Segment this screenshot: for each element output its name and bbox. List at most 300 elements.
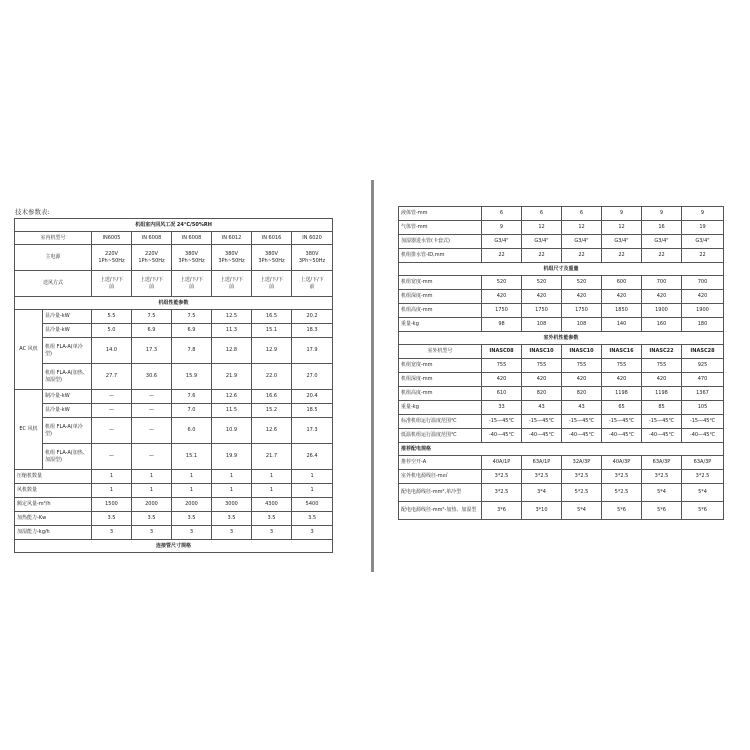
table-cell: 27.7 xyxy=(92,364,132,390)
row-label: 送风方式 xyxy=(15,271,92,297)
table-cell: 5.0 xyxy=(92,324,132,338)
table-cell: 820 xyxy=(522,387,562,401)
table-row xyxy=(15,297,333,310)
table-cell: 17.3 xyxy=(132,338,172,364)
cell-line: 380V xyxy=(265,251,278,257)
table-row xyxy=(15,364,333,390)
table-cell: 3*4 xyxy=(522,484,562,502)
row-label: 重量-kg xyxy=(399,401,482,415)
table-cell: 22 xyxy=(482,249,522,263)
row-label: 显冷量-kW xyxy=(43,310,92,324)
table-cell: 16 xyxy=(642,221,682,235)
spec-table-left xyxy=(14,218,333,553)
table-cell: 1 xyxy=(252,470,292,484)
table-cell: 10.9 xyxy=(212,418,252,444)
table-cell: G3/4" xyxy=(642,235,682,249)
table-cell: 6 xyxy=(522,207,562,221)
table-cell: 7.6 xyxy=(172,390,212,404)
section-title: 推荐配电规格 xyxy=(399,443,724,456)
table-cell: 22 xyxy=(602,249,642,263)
table-cell: 6 xyxy=(562,207,602,221)
table-cell: 98 xyxy=(482,318,522,332)
cell-line: 前 xyxy=(148,283,154,290)
table-cell: 1 xyxy=(132,470,172,484)
table-cell: 520 xyxy=(482,276,522,290)
section-title: 机组性能参数 xyxy=(15,297,333,310)
table-cell: 820 xyxy=(562,387,602,401)
table-row xyxy=(15,245,333,271)
table-cell: 7.8 xyxy=(172,338,212,364)
table-cell: 420 xyxy=(642,290,682,304)
table-cell: -15—45℃ xyxy=(482,415,522,429)
model-cell: IN 6008 xyxy=(132,232,172,245)
table-cell: 43 xyxy=(562,401,602,415)
section-title: 室外机性能参数 xyxy=(399,332,724,345)
caption: 技术参数表: xyxy=(15,208,50,216)
table-cell: 3*2.5 xyxy=(602,470,642,484)
table-row xyxy=(399,470,724,484)
table-cell: 1750 xyxy=(522,304,562,318)
table-cell: 2000 xyxy=(172,498,212,512)
table-row xyxy=(399,373,724,387)
table-cell: 3*6 xyxy=(482,502,522,520)
table-cell: 1 xyxy=(172,470,212,484)
table-row xyxy=(399,502,724,520)
table-row xyxy=(399,276,724,290)
table-cell: 2000 xyxy=(132,498,172,512)
row-label: 加湿能力-kg/h xyxy=(15,526,92,540)
table-row xyxy=(399,345,724,359)
row-label: 加湿器进水管(卡套式) xyxy=(399,235,482,249)
table-cell: 520 xyxy=(562,276,602,290)
table-cell: 420 xyxy=(642,373,682,387)
table-cell: 15.2 xyxy=(252,404,292,418)
table-cell: 3 xyxy=(132,526,172,540)
table-cell: 1367 xyxy=(682,387,724,401)
table-cell: 755 xyxy=(562,359,602,373)
row-label: 室外机电源线径-m㎡ xyxy=(399,470,482,484)
table-cell: 21.7 xyxy=(252,444,292,470)
table-cell: 32A/3P xyxy=(562,456,602,470)
table-cell: G3/4" xyxy=(602,235,642,249)
table-cell: — xyxy=(132,404,172,418)
table-cell: 420 xyxy=(522,373,562,387)
row-label: 重量-kg xyxy=(399,318,482,332)
cell-line: 1Ph~50Hz xyxy=(138,257,165,264)
table-cell: 7.5 xyxy=(172,310,212,324)
table-cell: 6.9 xyxy=(172,324,212,338)
table-row xyxy=(399,443,724,456)
table-row xyxy=(15,338,333,364)
table-cell: -15—45℃ xyxy=(642,415,682,429)
table-row xyxy=(399,415,724,429)
table-cell: — xyxy=(92,390,132,404)
table-cell: 22 xyxy=(562,249,602,263)
table-cell: -15—45℃ xyxy=(602,415,642,429)
table-cell: 12.9 xyxy=(252,338,292,364)
group-label: EC 风机 xyxy=(15,390,43,470)
table-cell: 108 xyxy=(522,318,562,332)
table-cell: — xyxy=(132,444,172,470)
row-label: 显冷量-kW xyxy=(43,324,92,338)
table-cell: G3/4" xyxy=(482,235,522,249)
cell-line: 1Ph~50Hz xyxy=(98,257,125,264)
table-cell: -40—45℃ xyxy=(682,429,724,443)
table-row xyxy=(15,444,333,470)
table-cell: 26.4 xyxy=(292,444,333,470)
table-cell: 22.0 xyxy=(252,364,292,390)
table-cell: -40—45℃ xyxy=(602,429,642,443)
model-cell: IN 6008 xyxy=(172,232,212,245)
table-cell: 1198 xyxy=(602,387,642,401)
table-cell: 700 xyxy=(642,276,682,290)
table-cell: 180 xyxy=(682,318,724,332)
table-cell: 140 xyxy=(602,318,642,332)
cell-line: 前 xyxy=(108,283,114,290)
row-label: 液体管-mm xyxy=(399,207,482,221)
table-cell: G3/4" xyxy=(562,235,602,249)
row-label: 室外机型号 xyxy=(399,345,482,359)
table-row xyxy=(399,429,724,443)
table-cell: 5*4 xyxy=(562,502,602,520)
row-label: 推荐空开-A xyxy=(399,456,482,470)
table-cell: 3.5 xyxy=(252,512,292,526)
table-row xyxy=(399,207,724,221)
table-cell: 470 xyxy=(682,373,724,387)
table-cell: 6.9 xyxy=(132,324,172,338)
cell-line: 3Ph~50Hz xyxy=(218,257,245,264)
condition-title: 机组室内回风工况 24°C/50%RH xyxy=(15,219,333,232)
table-cell: 3*2.5 xyxy=(482,484,522,502)
table-cell: 22 xyxy=(522,249,562,263)
table-cell: 63A/3P xyxy=(682,456,724,470)
table-cell: 9 xyxy=(602,207,642,221)
table-cell: 21.9 xyxy=(212,364,252,390)
table-cell: 755 xyxy=(602,359,642,373)
table-cell: 30.6 xyxy=(132,364,172,390)
table-cell: 15.1 xyxy=(252,324,292,338)
table-cell xyxy=(132,271,172,297)
table-cell: 20.4 xyxy=(292,390,333,404)
table-cell: 105 xyxy=(682,401,724,415)
table-cell: 3.5 xyxy=(92,512,132,526)
cell-line: 3Ph~50Hz xyxy=(298,257,326,264)
table-cell: 420 xyxy=(482,290,522,304)
table-cell: 1 xyxy=(92,470,132,484)
table-cell xyxy=(212,245,252,271)
table-cell: 7.5 xyxy=(132,310,172,324)
table-row xyxy=(399,359,724,373)
table-cell: 5*2.5 xyxy=(602,484,642,502)
section-title: 机组尺寸及重量 xyxy=(399,263,724,276)
table-cell: 600 xyxy=(602,276,642,290)
table-cell xyxy=(292,271,333,297)
table-cell: 19.9 xyxy=(212,444,252,470)
cell-line: 上送/下/下 xyxy=(300,277,324,283)
table-cell: 1750 xyxy=(562,304,602,318)
table-cell: 420 xyxy=(682,290,724,304)
row-label: 制冷量-kW xyxy=(43,390,92,404)
table-cell: 755 xyxy=(482,359,522,373)
table-cell: 65 xyxy=(602,401,642,415)
table-cell xyxy=(92,271,132,297)
table-cell: 5.5 xyxy=(92,310,132,324)
row-label: 机组 FLA-A(加热、加湿型) xyxy=(43,444,92,470)
table-cell: 3.5 xyxy=(212,512,252,526)
row-label: 机组 FLA-A(单冷型) xyxy=(43,338,92,364)
table-cell xyxy=(252,271,292,297)
table-cell: 18.3 xyxy=(292,324,333,338)
table-row xyxy=(15,271,333,297)
cell-line: 220V xyxy=(145,251,158,257)
table-row xyxy=(399,290,724,304)
table-cell: 9 xyxy=(482,221,522,235)
cell-line: 380V xyxy=(185,251,198,257)
table-cell xyxy=(172,245,212,271)
table-cell: 6 xyxy=(482,207,522,221)
table-cell: 3.5 xyxy=(132,512,172,526)
cell-line: 上送/下/下 xyxy=(139,277,164,283)
table-cell: 420 xyxy=(482,373,522,387)
table-cell: 12.8 xyxy=(212,338,252,364)
cell-line: 上送/下/下 xyxy=(219,277,244,283)
table-cell: 6.0 xyxy=(172,418,212,444)
group-label: AC 风机 xyxy=(15,310,43,390)
table-cell xyxy=(292,245,333,271)
table-row xyxy=(399,318,724,332)
model-cell: IN 6016 xyxy=(252,232,292,245)
table-cell: 420 xyxy=(562,290,602,304)
table-cell: — xyxy=(92,418,132,444)
table-row xyxy=(15,310,333,324)
row-label: 额定风量-m³/h xyxy=(15,498,92,512)
table-cell: -40—45℃ xyxy=(522,429,562,443)
cell-line: 上送/下/下 xyxy=(99,277,124,283)
table-cell: 40A/3P xyxy=(602,456,642,470)
table-cell: 3 xyxy=(92,526,132,540)
table-cell: 5*4 xyxy=(682,484,724,502)
table-cell: 925 xyxy=(682,359,724,373)
table-row xyxy=(399,249,724,263)
table-row xyxy=(15,219,333,232)
table-cell: — xyxy=(92,444,132,470)
table-cell: 1750 xyxy=(482,304,522,318)
table-cell: 1 xyxy=(92,484,132,498)
table-cell: 20.2 xyxy=(292,310,333,324)
table-cell: 3.5 xyxy=(172,512,212,526)
table-cell: -40—45℃ xyxy=(642,429,682,443)
table-cell: 755 xyxy=(642,359,682,373)
model-cell: IN 6020 xyxy=(292,232,333,245)
table-cell: 3*2.5 xyxy=(562,470,602,484)
table-cell: 420 xyxy=(602,373,642,387)
row-label: 压缩机数量 xyxy=(15,470,92,484)
table-cell: 5*6 xyxy=(602,502,642,520)
table-cell: 1 xyxy=(252,484,292,498)
table-cell: — xyxy=(92,404,132,418)
spec-table-right xyxy=(398,206,724,520)
table-cell: 9 xyxy=(682,207,724,221)
table-cell: 520 xyxy=(522,276,562,290)
table-cell: 1900 xyxy=(682,304,724,318)
model-cell: INASC10 xyxy=(522,345,562,359)
section-title: 连接管尺寸规格 xyxy=(15,540,333,553)
cell-line: 380V xyxy=(305,251,319,257)
table-cell: 1 xyxy=(212,470,252,484)
table-cell: 63A/1P xyxy=(522,456,562,470)
left-table-body xyxy=(15,219,333,553)
table-cell: 5400 xyxy=(292,498,333,512)
table-cell: 40A/1P xyxy=(482,456,522,470)
table-cell: 3 xyxy=(252,526,292,540)
model-cell: INASC22 xyxy=(642,345,682,359)
table-cell: G3/4" xyxy=(682,235,724,249)
row-label: 机组深度-mm xyxy=(399,373,482,387)
table-cell: 4300 xyxy=(252,498,292,512)
row-label: 机组深度-mm xyxy=(399,290,482,304)
cell-line: 上送/下/下 xyxy=(179,277,204,283)
cell-line: 前 xyxy=(188,283,194,290)
model-cell: IN6005 xyxy=(92,232,132,245)
table-cell: 15.1 xyxy=(172,444,212,470)
row-label: 显冷量-kW xyxy=(43,404,92,418)
table-cell: 19 xyxy=(682,221,724,235)
table-row xyxy=(399,332,724,345)
row-label: 机组宽度-mm xyxy=(399,276,482,290)
table-cell: 3*10 xyxy=(522,502,562,520)
table-row xyxy=(15,498,333,512)
row-label: 风机数量 xyxy=(15,484,92,498)
cell-line: 前 xyxy=(268,283,274,290)
row-label: 机组排水管-ID,mm xyxy=(399,249,482,263)
table-row xyxy=(399,304,724,318)
table-cell: 5*6 xyxy=(682,502,724,520)
table-cell: 17.3 xyxy=(292,418,333,444)
table-cell: 5*4 xyxy=(642,484,682,502)
row-label: 标准机组运行温度范围℃ xyxy=(399,415,482,429)
table-cell xyxy=(252,245,292,271)
table-cell: 108 xyxy=(562,318,602,332)
cell-line: 上送/下/下 xyxy=(259,277,284,283)
table-row xyxy=(399,401,724,415)
table-cell: 160 xyxy=(642,318,682,332)
table-cell: 1850 xyxy=(602,304,642,318)
table-cell: 3*2.5 xyxy=(522,470,562,484)
table-cell: 3*2.5 xyxy=(482,470,522,484)
row-label: 低温机组运行温度范围℃ xyxy=(399,429,482,443)
table-cell: 420 xyxy=(602,290,642,304)
cell-line: 380V xyxy=(225,251,238,257)
table-cell: G3/4" xyxy=(522,235,562,249)
table-cell: 755 xyxy=(522,359,562,373)
right-table-body xyxy=(399,207,724,520)
table-row xyxy=(15,418,333,444)
table-row xyxy=(399,387,724,401)
table-cell: 1 xyxy=(172,484,212,498)
table-row xyxy=(15,512,333,526)
row-label: 机组 FLA-A(单冷型) xyxy=(43,418,92,444)
table-cell: 3.5 xyxy=(292,512,333,526)
table-row xyxy=(15,390,333,404)
cell-line: 220V xyxy=(105,251,118,257)
table-cell: 12.5 xyxy=(212,310,252,324)
table-row xyxy=(15,324,333,338)
table-cell: 5*2.5 xyxy=(562,484,602,502)
table-cell: 1500 xyxy=(92,498,132,512)
table-cell: 15.9 xyxy=(172,364,212,390)
table-row xyxy=(399,263,724,276)
table-cell: 27.0 xyxy=(292,364,333,390)
table-cell: 420 xyxy=(522,290,562,304)
table-cell: 9 xyxy=(642,207,682,221)
table-cell: 12.6 xyxy=(252,418,292,444)
table-cell: 700 xyxy=(682,276,724,290)
table-cell: 63A/3P xyxy=(642,456,682,470)
table-cell: 3 xyxy=(212,526,252,540)
table-cell xyxy=(172,271,212,297)
table-row xyxy=(15,404,333,418)
row-label: 配电电源线径-mm²-加热、加湿型 xyxy=(399,502,482,520)
table-cell: 22 xyxy=(682,249,724,263)
table-cell: 16.5 xyxy=(252,310,292,324)
table-cell: 1198 xyxy=(642,387,682,401)
table-cell: 33 xyxy=(482,401,522,415)
table-cell: 1 xyxy=(212,484,252,498)
row-label: 机组高度-mm xyxy=(399,304,482,318)
table-cell: 12 xyxy=(562,221,602,235)
table-cell: -40—45℃ xyxy=(482,429,522,443)
table-cell: 5*6 xyxy=(642,502,682,520)
model-cell: INASC16 xyxy=(602,345,642,359)
table-cell: 1 xyxy=(132,484,172,498)
table-cell: 3*2.5 xyxy=(642,470,682,484)
cell-line: 3Ph~50Hz xyxy=(178,257,205,264)
table-cell: 1 xyxy=(292,484,333,498)
table-cell: -15—45℃ xyxy=(682,415,724,429)
model-cell: INASC28 xyxy=(682,345,724,359)
table-cell: — xyxy=(132,418,172,444)
table-cell: 3*2.5 xyxy=(682,470,724,484)
table-cell: 12 xyxy=(602,221,642,235)
table-cell: 22 xyxy=(642,249,682,263)
table-row xyxy=(15,540,333,553)
table-cell: 11.5 xyxy=(212,404,252,418)
cell-line: 前 xyxy=(228,283,234,290)
row-label: 主电源 xyxy=(15,245,92,271)
row-label: 机组 FLA-A(加热、加湿型) xyxy=(43,364,92,390)
table-cell: 3 xyxy=(172,526,212,540)
table-row xyxy=(15,232,333,245)
row-label: 机组高度-mm xyxy=(399,387,482,401)
cell-line: 前 xyxy=(309,283,315,290)
table-cell: — xyxy=(132,390,172,404)
table-cell: 3 xyxy=(292,526,333,540)
table-cell: 17.9 xyxy=(292,338,333,364)
table-cell: 11.3 xyxy=(212,324,252,338)
table-cell: 1 xyxy=(292,470,333,484)
model-cell: INASC08 xyxy=(482,345,522,359)
table-cell: 1900 xyxy=(642,304,682,318)
table-cell: -15—45℃ xyxy=(562,415,602,429)
table-cell: -40—45℃ xyxy=(562,429,602,443)
table-cell: 14.0 xyxy=(92,338,132,364)
table-cell xyxy=(92,245,132,271)
table-cell: 7.0 xyxy=(172,404,212,418)
table-row xyxy=(15,484,333,498)
model-cell: IN 6012 xyxy=(212,232,252,245)
table-cell: 43 xyxy=(522,401,562,415)
table-row xyxy=(399,221,724,235)
